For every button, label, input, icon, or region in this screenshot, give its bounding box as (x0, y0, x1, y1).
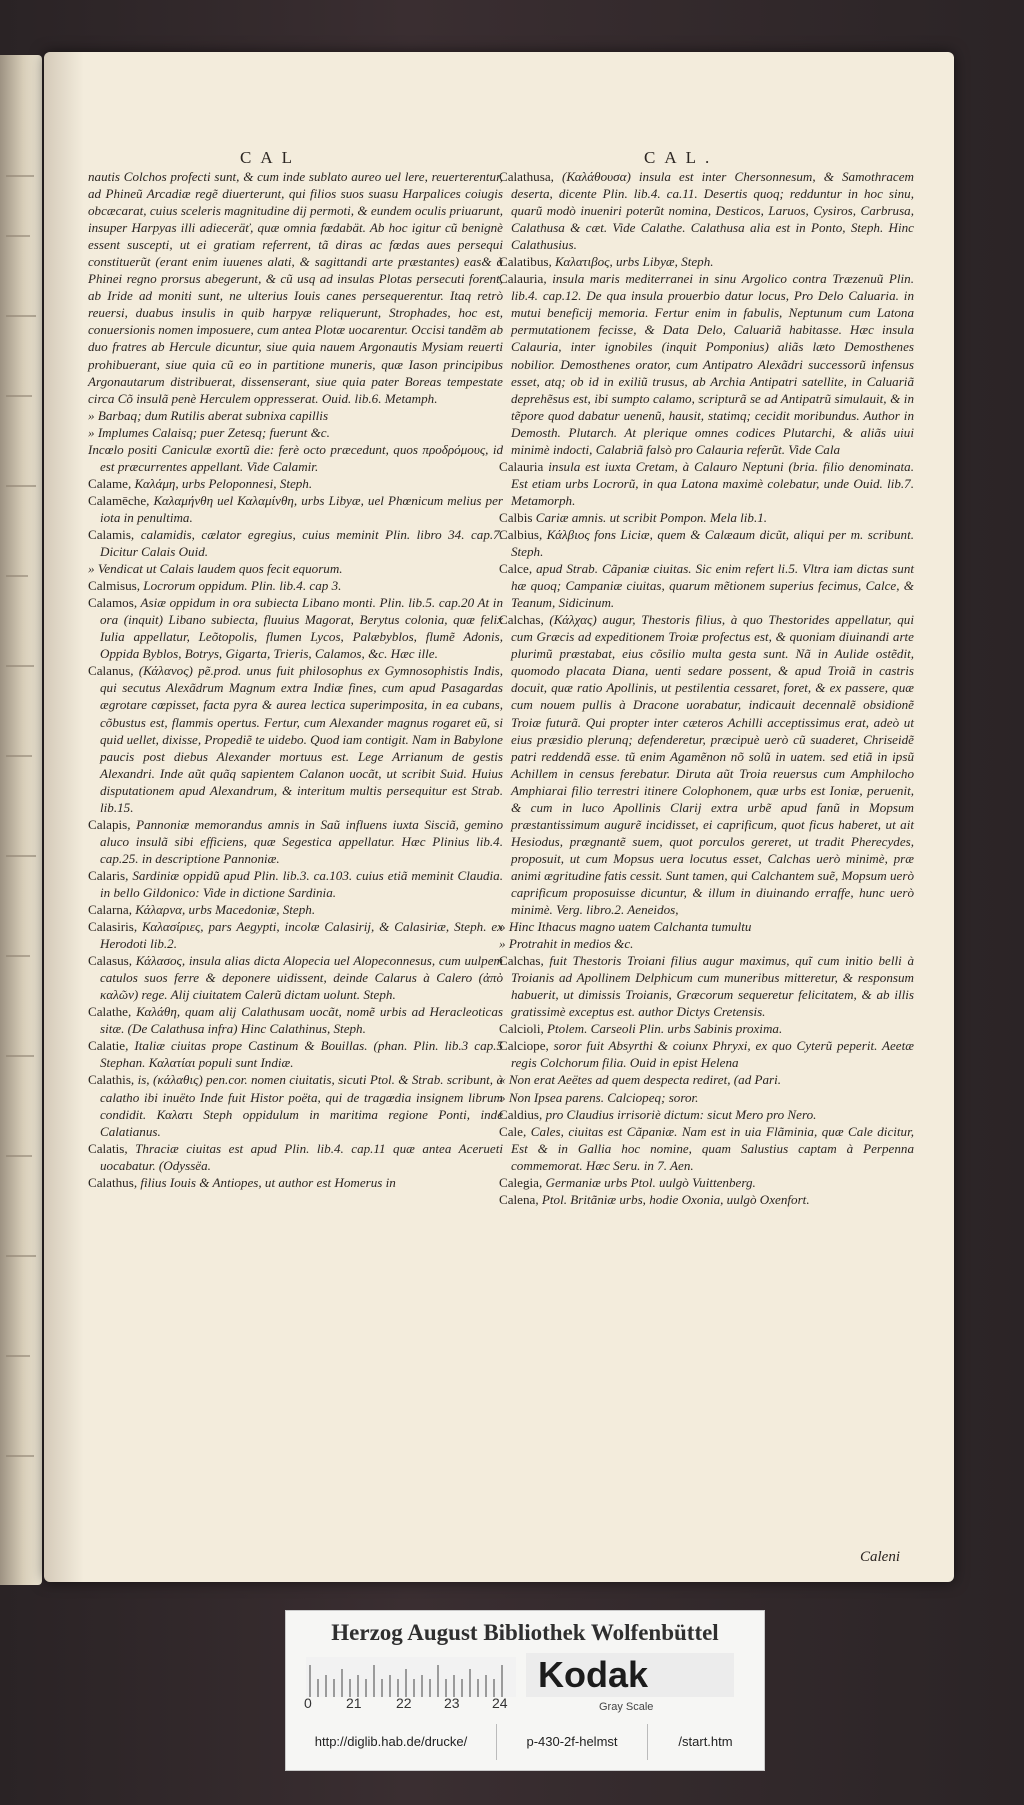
entry: Calce, apud Strab. Cãpaniæ ciuitas. Sic enim refert li.5. Vltra iam dictas sunt hæ quoq; Campaniæ ciuitas, quarum mẽtionem superius fecimus, Calce, & Teanum, Sidicinum. (499, 561, 914, 611)
entry: Calmisus, Locrorum oppidum. Plin. lib.4. cap 3. (88, 578, 342, 594)
book-page (44, 52, 954, 1582)
entry: Calbis Cariæ amnis. ut scribit Pompon. Mela lib.1. (499, 509, 768, 525)
entry: » Protrahit in medios &c. (499, 936, 634, 952)
gray-scale-ruler (306, 1657, 516, 1697)
ruler-ticks-graphic (306, 1657, 516, 1697)
entry: Calathe, Καλάθη, quam alij Calathusam uocãt, nomẽ urbis ad Heracleoticas sitæ. (De Calathusa infra) Hinc Calathinus, Steph. (88, 1004, 503, 1037)
entry: Calasus, Κάλασος, insula alias dicta Alopecia uel Alopeconnesus, cum uulpem catulos suos ferre & deponere uidissent, deinde Calarus à Calero (ἀπὸ καλῶν) rege. Alij ciuitatem Calerũ dictam uolunt. Steph. (88, 953, 503, 1003)
entry: Calamis, calamidis, cælator egregius, cuius meminit Plin. libro 34. cap.7. Dicitur Calais Ouid. (88, 526, 503, 560)
entry: Calciope, soror fuit Absyrthi & coiunx Phryxi, ex quo Cyterũ peperit. Aeetæ regis Colchorum filia. Ouid in epist Helena (499, 1038, 914, 1071)
entry: Calena, Ptol. Britãniæ urbs, hodie Oxonia, uulgò Oxenfort. (499, 1191, 810, 1207)
entry: Calamēche, Καλαμήνθη uel Καλαμίνθη, urbs Libyæ, uel Phœnicum melius per iota in penultima. (88, 492, 503, 525)
entry: Calame, Καλάμη, urbs Peloponnesi, Steph. (88, 475, 313, 491)
scale-number: 23 (444, 1695, 460, 1711)
entry: Calatibus, Καλατιβος, urbs Libyæ, Steph. (499, 254, 714, 270)
entry: « Non erat Aeëtes ad quem despecta rediret, (ad Pari. (499, 1072, 782, 1088)
right-column (499, 168, 914, 1208)
url-part-1: http://diglib.hab.de/drucke/ (286, 1724, 497, 1760)
kodak-wordmark: Kodak (538, 1654, 649, 1695)
url-bar (286, 1724, 764, 1760)
running-head-left: CAL (240, 148, 301, 167)
url-part-2: p-430-2f-helmst (497, 1724, 648, 1760)
entry: Incœlo positi Caniculæ exortũ die: ferè octo præcedunt, quos προδρόμους, id est præcurrentes appellant. Vide Calamir. (88, 441, 503, 474)
running-head-right: CAL. (644, 148, 719, 167)
entry: Calchas, (Κάλχας) augur, Thestoris filius, à quo Thestorides appellatur, qui cum Græcis ad expeditionem Troiæ profectus est, & quoniam diuinandi arte plurimũ præstabat, eius cõsilio multa gesta sunt. Nã in Aulide ostẽdit, quomodo placata Diana, uenti sedare possent, & apud Troiã in castris docuit, quæ ratio Apollinis, ut pestilentia cessaret, foret, & ex passere, quæ cum nouem pullis à Dracone uorabatur, indicauit decennalẽ obsidionẽ Troiæ futurã. Qui propter inter cæteros Achilli acceptissimus erat, adeò ut eius præsidio plerunq; defenderetur, præcipuè uerò cũ suaderet, Chriseidẽ patri reddendã esse. tũ enim Agamẽnon nõ solũ in uatem. sed etiã in ipsũ Achillem in census ferebatur. Diruta aũt Troia reuersus cum Amphilocho Amphiarai filio terrestri itinere Colophonem, quæ urbs est Ioniæ, peruenit, & cum in luco Apollinis Clarij extra urbẽ apud fanũ in Mopsum præstantissimum augurẽ incidisset, ei caprificum, quot ficus haberet, ut ait Hesiodus, prægnantẽ suem, quot porculos gereret, ut tradit Pherecydes, proposuit, ut cum Mopsus uera locutus esset, Calchas uerò minimè, præ animi ægritudine fatis cessit. Sunt tamen, qui Calchantem suẽ, Mopsum uerò caprificum proposuisse dicuntur, & illum in diuinando erraffe, hunc uerò minimè. Verg. libro.2. Aeneidos, (499, 612, 914, 918)
entry: Calatis, Thraciæ ciuitas est apud Plin. lib.4. cap.11 quæ antea Acerueti uocabatur. (Odyssëa. (88, 1140, 503, 1173)
url-part-3: /start.htm (678, 1734, 733, 1749)
entry: Calbius, Κάλβιος fons Liciæ, quem & Calæaum dicũt, aliqui per m. scribunt. Steph. (499, 526, 914, 560)
scale-number: 24 (492, 1695, 508, 1711)
entry: » Vendicat ut Calais laudem quos fecit equorum. (88, 561, 343, 577)
left-column (88, 168, 503, 1191)
entry: » Implumes Calaisq; puer Zetesq; fuerunt &c. (88, 424, 330, 440)
entry: Calapis, Pannoniæ memorandus amnis in Saũ influens iuxta Sisciã, gemino aluco insulã sibi efficiens, quæ Segestica appellatur. Hæc Plinius lib.4. cap.25. in descriptione Pannoniæ. (88, 816, 503, 866)
gray-scale-label: Gray Scale (599, 1701, 654, 1713)
entry: Calasiris, Καλασίριες, pars Aegypti, incolæ Calasirij, & Calasiriæ, Steph. ex Herodoti lib.2. (88, 919, 503, 952)
scale-number: 0 (304, 1695, 312, 1711)
entry: Calcioli, Ptolem. Carseoli Plin. urbs Sabinis proxima. (499, 1021, 783, 1037)
kodak-logo-panel (526, 1653, 734, 1697)
entry: » Hinc Ithacus magno uatem Calchanta tumultu (499, 919, 752, 935)
scale-numbers (304, 1695, 524, 1713)
entry: Calathis, is, (κάλαθις) pen.cor. nomen ciuitatis, sicuti Ptol. & Strab. scribunt, à calatho ibi inuëto Inde fuit Histor poëta, qui de tragœdia insignem librum condidit. Καλατι Steph oppidulum in maritima regione Ponti, inde Calatianus. (88, 1072, 503, 1139)
entry: Calauria, insula maris mediterranei in sinu Argolico contra Træzenuũ Plin. lib.4. cap.12. De qua insula prouerbio datur locus, Pro Delo Caluaria. in mutui beneficij memoria. Fertur enim in fabulis, Neptunum cum Latona permutationem fecisse, & Data Delo, Caluariã habitasse. Hæc insula Calauria, inter ignobiles (inquit Pomponius) aliãs læto Demosthenes nobilior. Demosthenes orator, cum Antipatro Alexãdri successorũ infensus esset, atq; ob id in exiliũ trusus, ab Archia Antipatri satellite, in Caluariã deprehẽsus est, ibi sumpto calamo, scripturã se ad Antipatrũ simulauit, & in tẽpore quod dabatur uenenũ, hausit, statimq; cecidit moribundus. Author in Demosth. Plutarch. At plerique omnes codices Plutarchi, & aliãs uiui minimè indocti, Calabriã falsò pro Calauria referũt. Vide Cala (499, 271, 914, 457)
entry: » Barbaq; dum Rutilis aberat subnixa capillis (88, 407, 329, 423)
color-target-card (285, 1610, 765, 1771)
entry: Calchas, fuit Thestoris Troiani filius augur maximus, quĩ cum initio belli à Troianis ad Apollinem Delphicum cum muneribus mitteretur, & responsum habuerit, ut dimissis Troianis, Græcorum sequeretur felicitatem, & ab illis gratissimè exceptus est. author Dictys Cretensis. (499, 953, 914, 1020)
library-name: Herzog August Bibliothek Wolfenbüttel (331, 1620, 719, 1645)
entry: Calaris, Sardiniæ oppidũ apud Plin. lib.3. ca.103. cuius etiã meminit Claudia. in bello Gildonico: Vide in dictione Sardinia. (88, 867, 503, 900)
entry: Calamos, Asiæ oppidum in ora subiecta Libano monti. Plin. lib.5. cap.20 At in ora (inquit) Libano subiecta, fluuius Magorat, Berytus colonia, quæ felix Iulia appellatur, Leõtopolis, flumen Lycos, Palæbyblos, flumẽ Adonis, Oppida Byblos, Botrys, Gigarta, Trieris, Calamos, &c. Hæc ille. (88, 595, 503, 662)
entry: Calanus, (Κάλανος) pẽ.prod. unus fuit philosophus ex Gymnosophistis Indis, qui secutus Alexãdrum Magnum extra Indiæ fines, cum apud Pasagardas ægrotare cœpisset, facta pyra & aurea lectica superimposita, in ea cubans, cõbustus est, flammis opertus. Fertur, cum Alexander magnus rogaret eũ, si quid uellet, dixisse, Propediẽ te uidebo. Quod iam contigit. Nam in Babylone paucis post diebus Alexander mortuus est. Lege Arrianum de gestis Alexandri. Inde aũt quãq sapientem Calanon uocãt, ut scribit Suid. Huius disputationem apud Alexandrum, & interitum multis persequitur est Strab. lib.15. (88, 663, 503, 815)
entry: Cale, Cales, ciuitas est Cãpaniæ. Nam est in uia Flãminia, quæ Cale dicitur, Est & in Gallia hoc nomine, quam Salustius captam à Perpenna commemorat. Hæc Seru. in 7. Aen. (499, 1123, 914, 1173)
entry: Calarna, Κάλαρνα, urbs Macedoniæ, Steph. (88, 902, 316, 918)
entry: nautis Colchos profecti sunt, & cum inde sublato aureo uel lere, reuerterentur, ad Phineũ Arcadiæ regẽ diuerterunt, qui filios suos suasu Harpalices coiugis obcæcarat, cuius sceleris magnitudine dij permoti, & eundem oculis priuarunt, insuper Harpyas illi adieceräť, quæ omnia fœdabät. Ab hoc igitur cũ benignè essent suscepti, ut ei gratiam referrent, tã diras ac fœdas aues persequi constituerũt (erant enim iuuenes alati, & sagittandi arte præstantes) eas& à Phinei regno prorsus abegerunt, & cũ usq ad insulas Plotas persecuti forent, ab Iride ad moniti sunt, ne ulterius Iouis canes persequerentur. Itaq retrò reuersi, duabus insulis in quib harpyæ reliquerunt, Strophades, hoc est, conuersionis nomen imposuere, cum antea Plotæ uocarentur. Occisi tandẽm ab duo fratres ab Hercule dicuntur, siue quia nauem Argonautis Mysiam reuerti prohibuerant, siue quia cũ eo in partitione muneris, quæ Iason principibus Argonautarum distribuerat, dissenserant, siue quia pater Boreas tempestate circa Cõ insulã penè Herculem oppresserat. Ouid. lib.6. Metamph. (88, 169, 503, 406)
entry: Calathus, filius Iouis & Antiopes, ut author est Homerus in (88, 1174, 396, 1190)
entry: Calatie, Italiæ ciuitas prope Castinum & Bouillas. (phan. Plin. lib.3 cap.5 Stephan. Καλατίαι populi sunt Indiæ. (88, 1038, 503, 1071)
scale-number: 21 (346, 1695, 362, 1711)
facing-page-edge (0, 55, 42, 1585)
catchword: Caleni (860, 1549, 900, 1565)
entry: Calegia, Germaniæ urbs Ptol. uulgò Vuittenberg. (499, 1174, 756, 1190)
entry: » Non Ipsea parens. Calciopeq; soror. (499, 1089, 699, 1105)
entry: Calauria insula est iuxta Cretam, à Calauro Neptuni (bria. filio denominata. Est etiam urbs Locrorũ, in qua Latona maximè colebatur, unde Ouid. lib.7. Metamorph. (499, 458, 914, 508)
entry: Caldius, pro Claudius irrisoriè dictum: sicut Mero pro Nero. (499, 1106, 817, 1122)
entry: Calathusa, (Καλάθουσα) insula est inter Chersonnesum, & Samothracem deserta, dicente Plin. lib.4. ca.11. Desertis quoq; redduntur in hoc sinu, quarũ modò inueniri poterũt nomina, Desticos, Laruos, Cysiros, Carbrusa, Calathusa & cæt. Vide Calathe. Calathusa alia est in Ponto, Steph. Hinc Calathusius. (499, 169, 914, 253)
scale-number: 22 (396, 1695, 412, 1711)
